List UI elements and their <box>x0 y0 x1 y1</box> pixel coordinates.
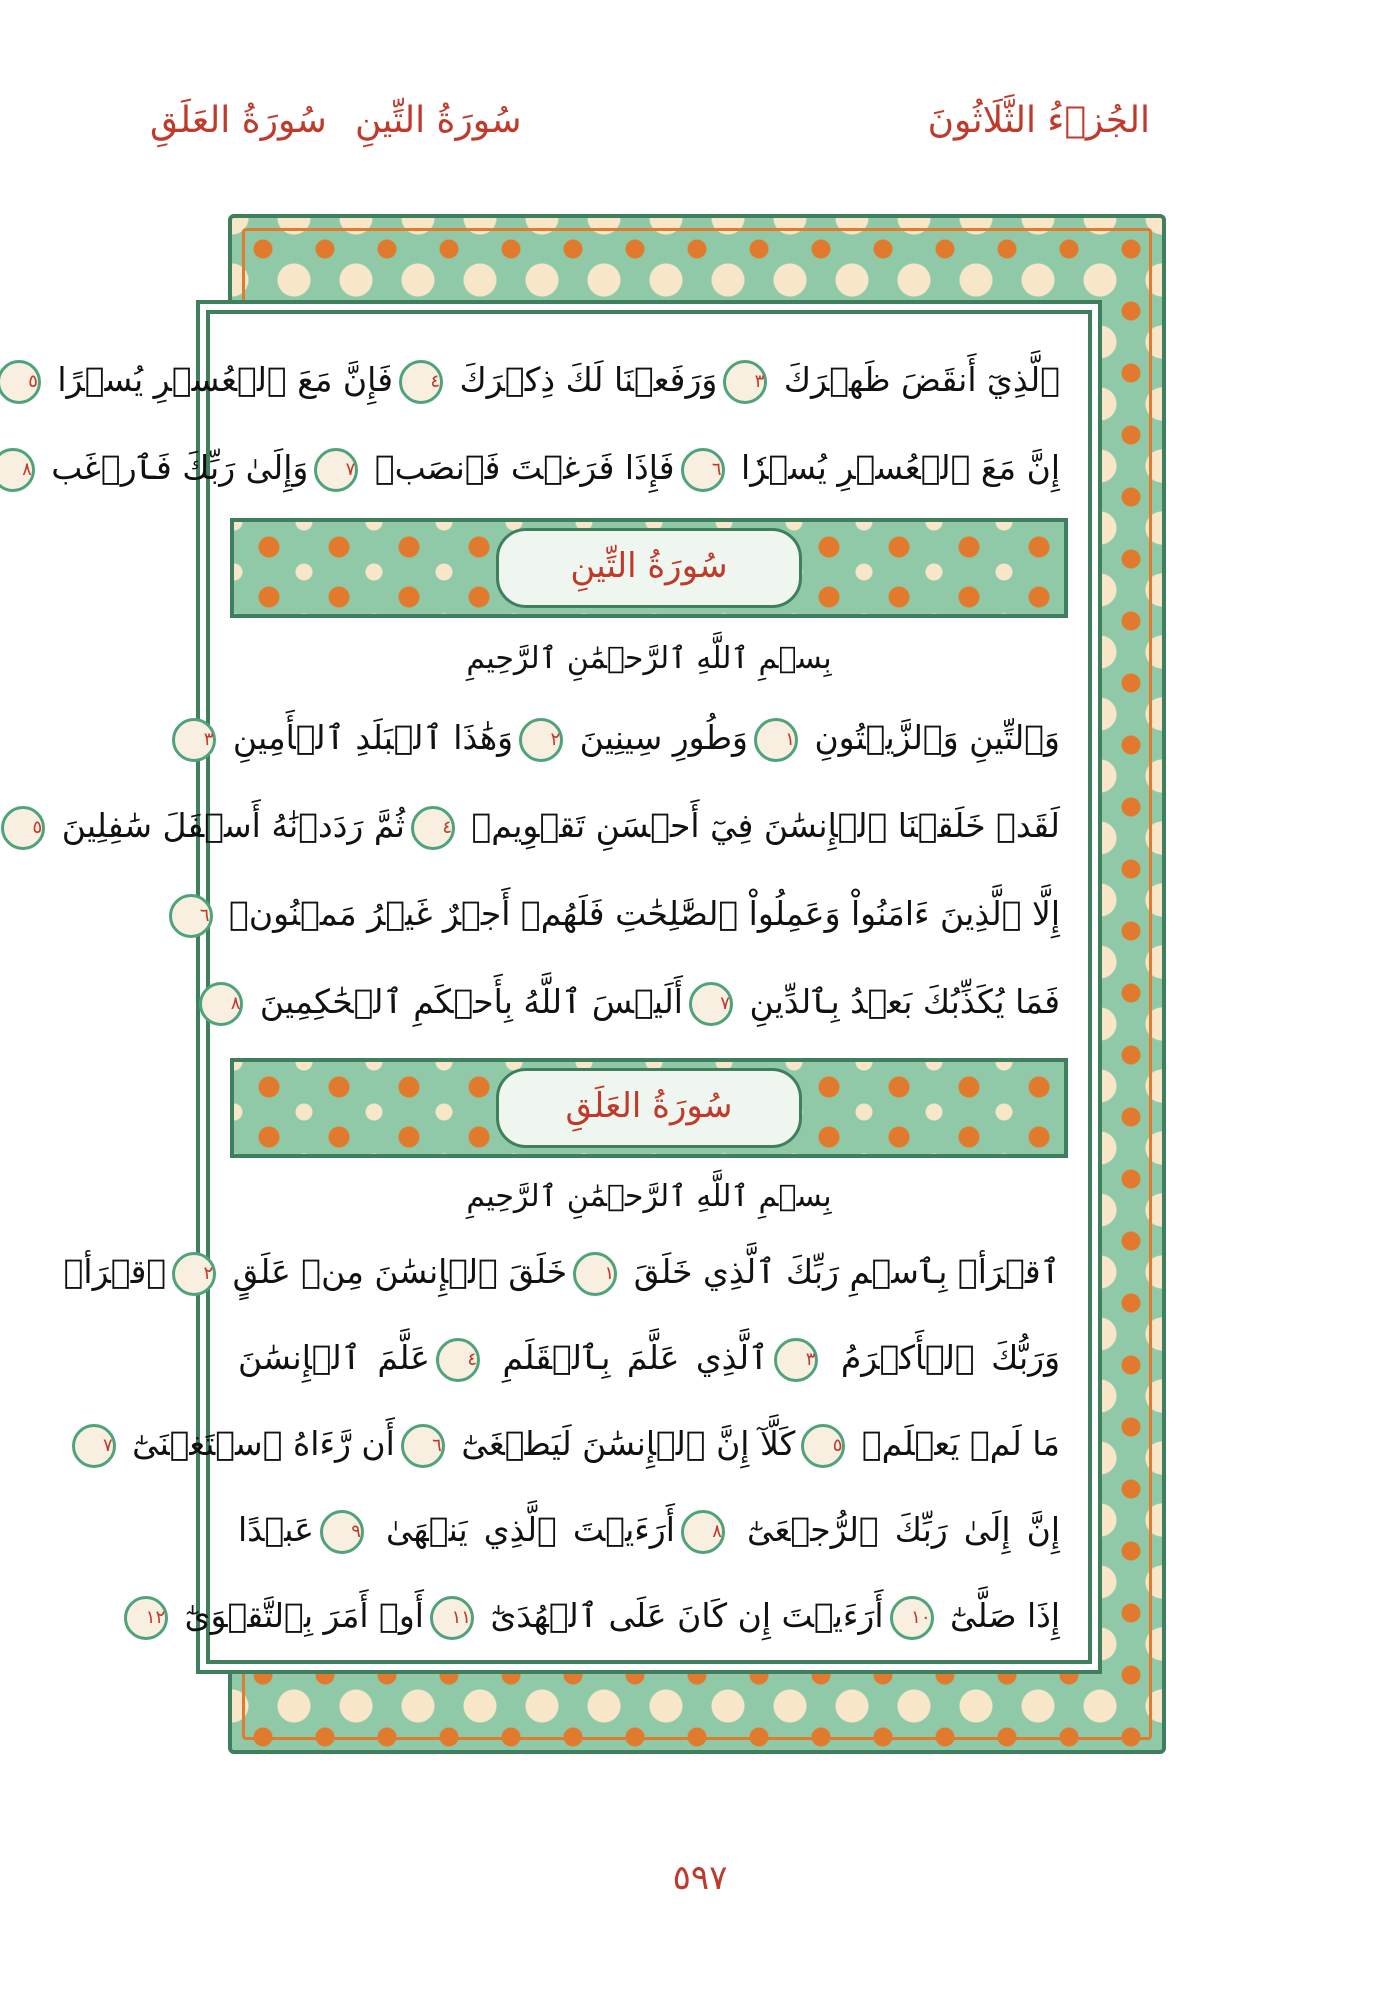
ayah-number-marker: ٨ <box>199 982 243 1026</box>
text-line <box>32 782 1088 870</box>
verse-text: كَلَّآ إِنَّ ٱلۡإِنسَٰنَ لَيَطۡغَىٰٓ <box>461 1424 796 1463</box>
text-line <box>199 870 1088 958</box>
basmala: بِسۡمِ ٱللَّهِ ٱلرَّحۡمَٰنِ ٱلرَّحِيمِ <box>466 1179 832 1214</box>
verse-text: فَمَا يُكَذِّبُكَ بَعۡدُ بِٱلدِّينِ <box>749 982 1060 1021</box>
ayah-number-marker: ١ <box>754 718 798 762</box>
ayah-number-marker: ٢ <box>519 718 563 762</box>
verse-text: أَلَيۡسَ ٱللَّهُ بِأَحۡكَمِ ٱلۡحَٰكِمِينَ <box>259 982 683 1021</box>
ayah-number-marker: ٦ <box>681 448 725 492</box>
verse-text: أَن رَّءَاهُ ٱسۡتَغۡنَىٰٓ <box>132 1424 395 1463</box>
juz-title: الجُزۡءُ الثَّلَاثُونَ <box>927 100 1150 141</box>
verse-text: أَرَءَيۡتَ ٱلَّذِي يَنۡهَىٰ <box>386 1510 675 1549</box>
verse-text: إِلَّا ٱلَّذِينَ ءَامَنُواْ وَعَمِلُواْ ٱلصَّٰلِحَٰتِ فَلَهُمۡ أَجۡرٌ غَيۡرُ مَمۡنُونٖ <box>229 894 1060 933</box>
verse-text: عَبۡدًا <box>238 1510 314 1549</box>
verse-text: وَإِلَىٰ رَبِّكَ فَٱرۡغَب <box>51 448 309 487</box>
ayah-number-marker: ٥ <box>801 1424 845 1468</box>
verse-text: ٱقۡرَأۡ <box>63 1252 167 1291</box>
ayah-number-marker: ٣ <box>774 1338 818 1382</box>
text-line <box>22 424 1088 512</box>
text-line <box>102 1400 1088 1488</box>
verse-text: وَهَٰذَا ٱلۡبَلَدِ ٱلۡأَمِينِ <box>232 718 514 757</box>
page-header <box>150 100 1150 170</box>
ayah-number-marker: ٣ <box>172 718 216 762</box>
verse-text: فَإِنَّ مَعَ ٱلۡعُسۡرِ يُسۡرًا <box>57 360 393 399</box>
verse-text: أَوۡ أَمَرَ بِٱلتَّقۡوَىٰٓ <box>184 1596 424 1635</box>
text-line <box>145 1572 1088 1660</box>
ayah-number-marker: ٦ <box>169 894 213 938</box>
verse-text: وَٱلتِّينِ وَٱلزَّيۡتُونِ <box>814 718 1060 757</box>
surah-title-tin: سُورَةُ التِّينِ <box>496 528 802 608</box>
ayah-number-marker: ٧ <box>314 448 358 492</box>
verse-text: عَلَّمَ ٱلۡإِنسَٰنَ <box>238 1338 431 1377</box>
header-sura-tin: سُورَةُ التِّينِ <box>355 100 522 141</box>
ayah-number-marker: ٨ <box>0 448 35 492</box>
verse-text: خَلَقَ ٱلۡإِنسَٰنَ مِنۡ عَلَقٍ <box>232 1252 568 1291</box>
ayah-number-marker: ٣ <box>723 360 767 404</box>
header-sura-alaq: سُورَةُ العَلَقِ <box>150 100 327 141</box>
surah-title-alaq: سُورَةُ العَلَقِ <box>496 1068 802 1148</box>
text-line <box>28 336 1088 424</box>
text-line <box>210 958 1088 1046</box>
verse-text: إِنَّ مَعَ ٱلۡعُسۡرِ يُسۡرٗا <box>741 448 1060 487</box>
ayah-number-marker: ٦ <box>401 1424 445 1468</box>
verse-text: فَإِذَا فَرَغۡتَ فَٱنصَبۡ <box>374 448 675 487</box>
ayah-number-marker: ٢ <box>172 1252 216 1296</box>
basmala: بِسۡمِ ٱللَّهِ ٱلرَّحۡمَٰنِ ٱلرَّحِيمِ <box>466 641 832 676</box>
verse-text: وَرَفَعۡنَا لَكَ ذِكۡرَكَ <box>459 360 718 399</box>
ayah-number-marker: ٧ <box>689 982 733 1026</box>
ayah-number-marker: ٥ <box>0 360 41 404</box>
ayah-number-marker: ٥ <box>1 806 45 850</box>
text-line <box>203 694 1088 782</box>
surah-banner-tin <box>230 518 1068 618</box>
ayah-number-marker: ١ <box>573 1252 617 1296</box>
verse-text: ثُمَّ رَدَدۡنَٰهُ أَسۡفَلَ سَٰفِلِينَ <box>61 806 405 845</box>
text-line <box>210 1314 1088 1402</box>
verse-text: مَا لَمۡ يَعۡلَمۡ <box>861 1424 1060 1463</box>
ayah-number-marker: ٨ <box>681 1510 725 1554</box>
verse-text: وَطُورِ سِينِينَ <box>579 718 748 757</box>
verse-text: ٱلَّذِي عَلَّمَ بِٱلۡقَلَمِ <box>502 1338 769 1377</box>
verse-text: إِنَّ إِلَىٰ رَبِّكَ ٱلرُّجۡعَىٰٓ <box>747 1510 1061 1549</box>
text-line <box>63 1228 1088 1316</box>
text-line <box>210 1486 1088 1574</box>
ayah-number-marker: ١٠ <box>890 1596 934 1640</box>
verse-text: ٱلَّذِيٓ أَنقَضَ ظَهۡرَكَ <box>783 360 1060 399</box>
verse-text: إِذَا صَلَّىٰٓ <box>950 1596 1060 1635</box>
ayah-number-marker: ٤ <box>411 806 455 850</box>
ayah-number-marker: ١١ <box>430 1596 474 1640</box>
ayah-number-marker: ٤ <box>436 1338 480 1382</box>
quran-text-area <box>22 310 1092 1664</box>
verse-text: أَرَءَيۡتَ إِن كَانَ عَلَى ٱلۡهُدَىٰٓ <box>490 1596 884 1635</box>
ayah-number-marker: ١٢ <box>124 1596 168 1640</box>
ayah-number-marker: ٤ <box>399 360 443 404</box>
page-number: ٥٩٧ <box>672 1858 728 1898</box>
verse-text: ٱقۡرَأۡ بِٱسۡمِ رَبِّكَ ٱلَّذِي خَلَقَ <box>633 1252 1060 1291</box>
verse-text: لَقَدۡ خَلَقۡنَا ٱلۡإِنسَٰنَ فِيٓ أَحۡسَنِ تَقۡوِيمٖ <box>471 806 1060 845</box>
surah-banner-alaq <box>230 1058 1068 1158</box>
ayah-number-marker: ٩ <box>320 1510 364 1554</box>
verse-text: وَرَبُّكَ ٱلۡأَكۡرَمُ <box>840 1338 1061 1377</box>
ayah-number-marker: ٧ <box>72 1424 116 1468</box>
